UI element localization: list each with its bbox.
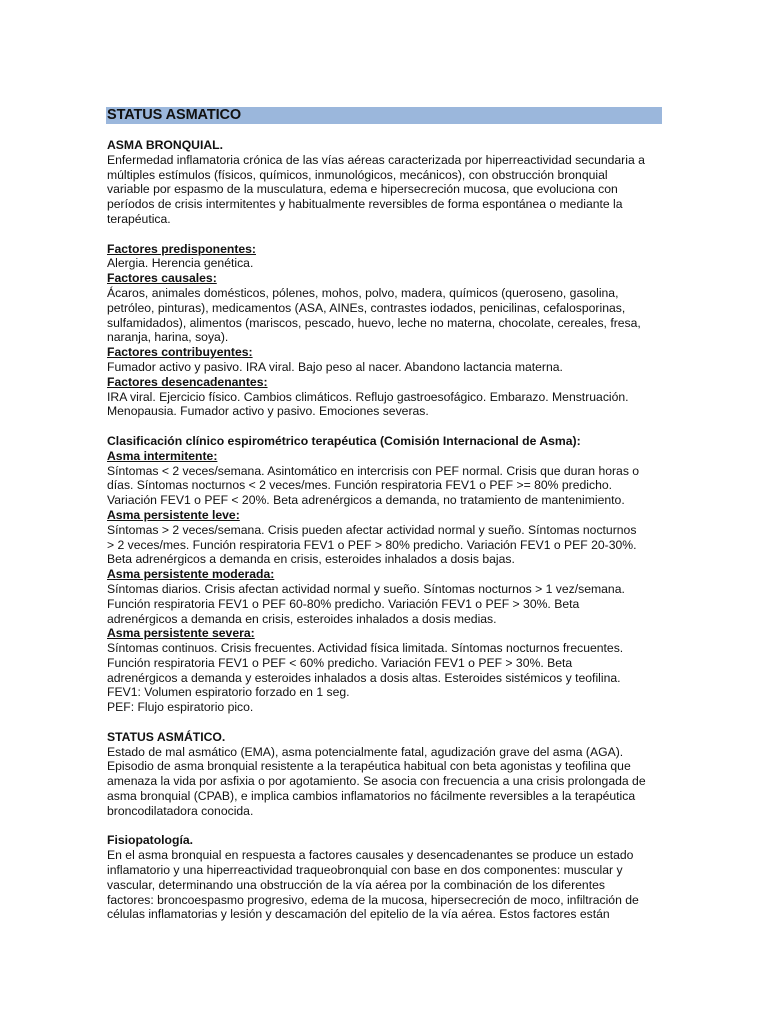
section-heading-fisiopatologia: Fisiopatología. [107, 833, 193, 848]
body-line: Beta adrenérgicos a demanda en crisis, esteroides inhalados a dosis bajas. [107, 552, 515, 567]
body-line: Enfermedad inflamatoria crónica de las vías aéreas caracterizada por hiperreactividad secundaria a [107, 152, 645, 167]
body-line: variable por espasmo de la musculatura, edema e hipersecreción mucosa, que evoluciona con [107, 182, 618, 197]
body-line: Fumador activo y pasivo. IRA viral. Bajo peso al nacer. Abandono lactancia materna. [107, 359, 563, 374]
subheading-severa: Asma persistente severa: [107, 626, 255, 641]
body-line: naranja, harina, soya). [107, 330, 229, 345]
body-line: Menopausia. Fumador activo y pasivo. Emociones severas. [107, 404, 429, 419]
body-line: asma bronquial (CPAB), e implica cambios inflamatorios no fácilmente reversibles a la terapéutica [107, 789, 636, 804]
body-line: Síntomas > 2 veces/semana. Crisis pueden afectar actividad normal y sueño. Síntomas nocturnos [107, 522, 637, 537]
subheading-intermitente: Asma intermitente: [107, 448, 218, 463]
body-line: adrenérgicos a demanda y esteroides inhalados a dosis altas. Esteroides sistémicos y teofilina. [107, 670, 621, 685]
body-line: FEV1: Volumen espiratorio forzado en 1 seg. [107, 685, 350, 700]
subheading-causales: Factores causales: [107, 271, 217, 286]
body-line: Ácaros, animales domésticos, pólenes, mohos, polvo, madera, químicos (queroseno, gasolina, [107, 285, 619, 300]
subheading-moderada: Asma persistente moderada: [107, 567, 275, 582]
spacer [107, 227, 667, 242]
body-line: Síntomas < 2 veces/semana. Asintomático en intercrisis con PEF normal. Crisis que duran horas o [107, 463, 640, 478]
body-line: factores: broncoespasmo progresivo, edema de la mucosa, hipersecreción de moco, infiltración de [107, 892, 639, 907]
document-body [107, 138, 667, 922]
body-line: IRA viral. Ejercicio físico. Cambios climáticos. Reflujo gastroesofágico. Embarazo. Menstruación. [107, 389, 629, 404]
title-bar [106, 107, 662, 124]
spacer [107, 715, 667, 730]
body-line: Síntomas diarios. Crisis afectan actividad normal y sueño. Síntomas nocturnos > 1 vez/semana. [107, 581, 625, 596]
body-line: Variación FEV1 o PEF < 20%. Beta adrenérgicos a demanda, no tratamiento de mantenimiento. [107, 493, 625, 508]
body-line: terapéutica. [107, 211, 171, 226]
spacer [107, 819, 667, 834]
section-heading-status: STATUS ASMÁTICO. [107, 729, 226, 744]
body-line: múltiples estímulos (físicos, químicos, inmunológicos, mecánicos), con obstrucción bronquial [107, 167, 608, 182]
body-line: PEF: Flujo espiratorio pico. [107, 700, 254, 715]
document-title: STATUS ASMATICO [107, 107, 242, 123]
subheading-contribuyentes: Factores contribuyentes: [107, 345, 253, 360]
body-line: petróleo, pinturas), medicamentos (ASA, AINEs, contrastes iodados, penicilinas, cefalosporinas, [107, 300, 626, 315]
body-line: amenaza la vida por asfixia o por agotamiento. Se asocia con frecuencia a una crisis prolongada de [107, 774, 646, 789]
body-line: Alergia. Herencia genética. [107, 256, 254, 271]
subheading-leve: Asma persistente leve: [107, 507, 240, 522]
body-line: días. Síntomas nocturnos < 2 veces/mes. Función respiratoria FEV1 o PEF >= 80% predicho. [107, 478, 613, 493]
body-line: Síntomas continuos. Crisis frecuentes. Actividad física limitada. Síntomas nocturnos frecuentes. [107, 641, 624, 656]
subheading-predisponentes: Factores predisponentes: [107, 241, 256, 256]
spacer [107, 419, 667, 434]
body-line: vascular, determinando una obstrucción de la vía aérea por la combinación de los diferentes [107, 877, 605, 892]
body-line: inflamatorio y una hiperreactividad traqueobronquial con base en dos componentes: muscular y [107, 863, 623, 878]
body-line: sulfamidados), alimentos (mariscos, pescado, huevo, leche no materna, chocolate, cereales, fresa, [107, 315, 641, 330]
body-line: En el asma bronquial en respuesta a factores causales y desencadenantes se produce un estado [107, 848, 634, 863]
body-line: Función respiratoria FEV1 o PEF < 60% predicho. Variación FEV1 o PEF > 30%. Beta [107, 655, 573, 670]
body-line: células inflamatorias y lesión y descamación del epitelio de la vía aérea. Estos factores están [107, 907, 610, 922]
body-line: Episodio de asma bronquial resistente a la terapéutica habitual con beta agonistas y teofilina que [107, 759, 631, 774]
body-line: Estado de mal asmático (EMA), asma potencialmente fatal, agudización grave del asma (AGA). [107, 744, 624, 759]
section-heading-asma: ASMA BRONQUIAL. [107, 138, 224, 152]
body-line: adrenérgicos a demanda en crisis, esteroides inhalados a dosis medias. [107, 611, 497, 626]
body-line: broncodilatadora conocida. [107, 803, 254, 818]
subheading-desencadenantes: Factores desencadenantes: [107, 374, 268, 389]
body-line: > 2 veces/mes. Función respiratoria FEV1 o PEF > 80% predicho. Variación FEV1 o PEF 20-30%. [107, 537, 637, 552]
body-line: Función respiratoria FEV1 o PEF 60-80% predicho. Variación FEV1 o PEF > 30%. Beta [107, 596, 580, 611]
section-heading-clasificacion: Clasificación clínico espirométrico terapéutica (Comisión Internacional de Asma): [107, 433, 581, 448]
body-line: períodos de crisis intermitentes y habitualmente reversibles de forma espontánea o mediante la [107, 197, 623, 212]
